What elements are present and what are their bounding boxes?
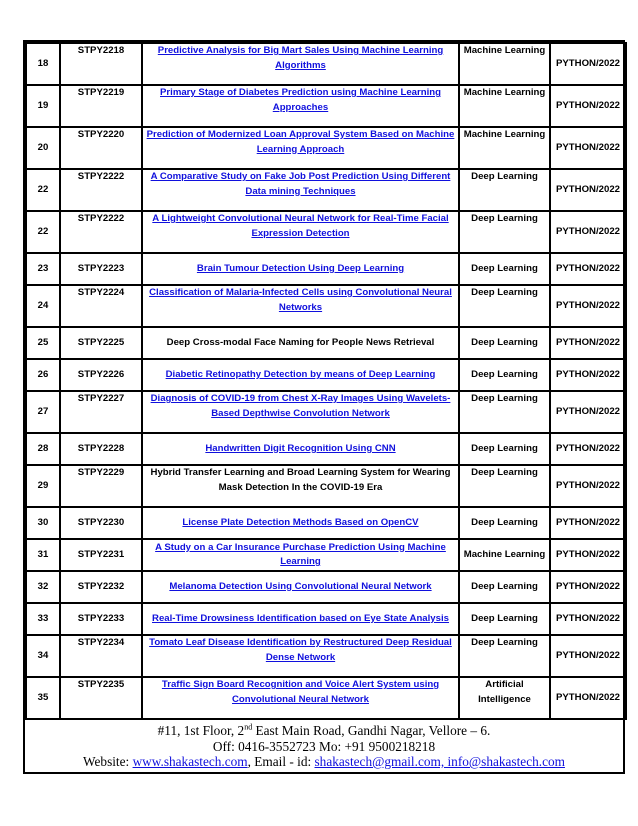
- project-title-cell: [142, 571, 459, 603]
- table-row: [26, 433, 626, 465]
- project-title-link[interactable]: Predictive Analysis for Big Mart Sales Using Machine Learning Algorithms: [157, 45, 444, 71]
- project-language: PYTHON/2022: [556, 262, 620, 274]
- row-number: 30: [37, 516, 49, 528]
- row-number-cell: [26, 253, 60, 285]
- project-language: PYTHON/2022: [556, 548, 620, 560]
- project-domain-cell: [459, 465, 550, 507]
- row-number-cell: [26, 285, 60, 327]
- row-number: 20: [37, 141, 49, 153]
- project-domain: Deep Learning: [471, 467, 538, 478]
- project-language: PYTHON/2022: [556, 442, 620, 454]
- project-code-cell: [60, 539, 142, 571]
- project-title-cell: [142, 211, 459, 253]
- contact-footer: [25, 720, 623, 772]
- project-title-link[interactable]: License Plate Detection Methods Based on OpenCV: [182, 516, 419, 528]
- row-number: 22: [37, 183, 49, 195]
- project-title-link[interactable]: A Lightweight Convolutional Neural Network for Real-Time Facial Expression Detection: [152, 213, 449, 239]
- table-row: [26, 127, 626, 169]
- project-code: STPY2222: [77, 213, 125, 224]
- project-title-cell: [142, 253, 459, 285]
- project-code: STPY2230: [77, 516, 125, 528]
- project-title-cell: [142, 169, 459, 211]
- row-number: 26: [37, 368, 49, 380]
- project-title-cell: [142, 539, 459, 571]
- project-domain-cell: [459, 635, 550, 677]
- address-text: #11, 1st Floor, 2: [157, 723, 245, 738]
- project-code-cell: [60, 127, 142, 169]
- project-code: STPY2224: [77, 287, 125, 298]
- project-title-cell: [142, 677, 459, 719]
- project-language-cell: [550, 327, 626, 359]
- row-number-cell: [26, 603, 60, 635]
- row-number: 34: [37, 649, 49, 661]
- project-code-cell: [60, 285, 142, 327]
- project-table: [25, 42, 627, 720]
- project-domain-cell: [459, 43, 550, 85]
- project-domain: Deep Learning: [471, 213, 538, 224]
- project-domain: Machine Learning: [463, 548, 546, 560]
- project-language-cell: [550, 507, 626, 539]
- table-row: [26, 43, 626, 85]
- project-title-text: Hybrid Transfer Learning and Broad Learning System for Wearing Mask Detection In the COVID-19 Era: [150, 467, 451, 493]
- project-code: STPY2225: [77, 336, 125, 348]
- project-language-cell: [550, 465, 626, 507]
- project-language-cell: [550, 127, 626, 169]
- table-row: [26, 327, 626, 359]
- address-superscript: nd: [244, 722, 253, 732]
- row-number-cell: [26, 169, 60, 211]
- project-code-cell: [60, 507, 142, 539]
- project-domain: Deep Learning: [471, 580, 538, 592]
- project-domain: Deep Learning: [471, 336, 538, 348]
- project-code: STPY2232: [77, 580, 125, 592]
- row-number-cell: [26, 465, 60, 507]
- project-code: STPY2228: [77, 442, 125, 454]
- email-link[interactable]: shakastech@gmail.com, info@shakastech.com: [314, 754, 565, 769]
- project-language-cell: [550, 253, 626, 285]
- table-row: [26, 391, 626, 433]
- project-title-link[interactable]: Traffic Sign Board Recognition and Voice Alert System using Convolutional Neural Network: [161, 679, 440, 705]
- project-language: PYTHON/2022: [556, 368, 620, 380]
- project-code: STPY2219: [77, 87, 125, 98]
- project-language-cell: [550, 391, 626, 433]
- website-label: Website:: [83, 754, 133, 769]
- project-code: STPY2227: [77, 393, 125, 404]
- project-title-cell: [142, 127, 459, 169]
- project-domain-cell: [459, 391, 550, 433]
- project-language-cell: [550, 211, 626, 253]
- project-domain: Machine Learning: [463, 45, 546, 56]
- project-code: STPY2229: [77, 467, 125, 478]
- row-number: 28: [37, 442, 49, 454]
- project-title-link[interactable]: Melanoma Detection Using Convolutional Neural Network: [169, 580, 432, 592]
- project-code: STPY2226: [77, 368, 125, 380]
- row-number-cell: [26, 433, 60, 465]
- project-language: PYTHON/2022: [556, 57, 620, 69]
- project-language-cell: [550, 43, 626, 85]
- project-language-cell: [550, 433, 626, 465]
- row-number-cell: [26, 211, 60, 253]
- project-title-text: Deep Cross-modal Face Naming for People News Retrieval: [166, 336, 435, 348]
- project-language: PYTHON/2022: [556, 99, 620, 111]
- project-domain-cell: [459, 285, 550, 327]
- project-language: PYTHON/2022: [556, 336, 620, 348]
- row-number: 22: [37, 225, 49, 237]
- project-code-cell: [60, 169, 142, 211]
- project-title-cell: [142, 327, 459, 359]
- project-title-link[interactable]: Classification of Malaria-Infected Cells using Convolutional Neural Networks: [149, 287, 452, 313]
- project-domain: Deep Learning: [471, 612, 538, 624]
- project-title-link[interactable]: A Comparative Study on Fake Job Post Prediction Using Different Data mining Techniques: [150, 171, 451, 197]
- project-language-cell: [550, 677, 626, 719]
- table-row: [26, 285, 626, 327]
- project-language: PYTHON/2022: [556, 580, 620, 592]
- table-row: [26, 507, 626, 539]
- project-table-body: [26, 43, 626, 719]
- project-code-cell: [60, 571, 142, 603]
- table-row: [26, 635, 626, 677]
- project-title-cell: [142, 465, 459, 507]
- table-row: [26, 85, 626, 127]
- row-number: 27: [37, 405, 49, 417]
- project-domain-cell: [459, 433, 550, 465]
- project-domain: Deep Learning: [471, 442, 538, 454]
- project-code-cell: [60, 43, 142, 85]
- row-number-cell: [26, 571, 60, 603]
- project-language: PYTHON/2022: [556, 225, 620, 237]
- project-domain-cell: [459, 507, 550, 539]
- project-domain-cell: [459, 127, 550, 169]
- project-language-cell: [550, 539, 626, 571]
- project-domain-cell: [459, 603, 550, 635]
- row-number: 35: [37, 691, 49, 703]
- project-domain: Deep Learning: [471, 637, 538, 648]
- row-number-cell: [26, 359, 60, 391]
- project-domain-cell: [459, 539, 550, 571]
- project-domain-cell: [459, 85, 550, 127]
- row-number: 29: [37, 479, 49, 491]
- project-domain: Deep Learning: [471, 262, 538, 274]
- row-number-cell: [26, 43, 60, 85]
- website-link[interactable]: www.shakastech.com: [132, 754, 248, 769]
- project-title-cell: [142, 433, 459, 465]
- row-number-cell: [26, 539, 60, 571]
- project-title-cell: [142, 285, 459, 327]
- project-language: PYTHON/2022: [556, 405, 620, 417]
- project-domain-cell: [459, 253, 550, 285]
- address-line: [25, 723, 623, 739]
- project-language-cell: [550, 603, 626, 635]
- project-code-cell: [60, 391, 142, 433]
- project-language: PYTHON/2022: [556, 299, 620, 311]
- project-code-cell: [60, 359, 142, 391]
- row-number: 33: [37, 612, 49, 624]
- project-code-cell: [60, 677, 142, 719]
- project-domain: Deep Learning: [471, 368, 538, 380]
- project-title-link[interactable]: A Study on a Car Insurance Purchase Prediction Using Machine Learning: [155, 541, 446, 567]
- project-code: STPY2235: [77, 679, 125, 690]
- project-language: PYTHON/2022: [556, 691, 620, 703]
- project-code-cell: [60, 635, 142, 677]
- project-title-link[interactable]: Tomato Leaf Disease Identification by Restructured Deep Residual Dense Network: [149, 637, 452, 663]
- project-domain: Deep Learning: [471, 287, 538, 298]
- project-code-cell: [60, 327, 142, 359]
- project-title-cell: [142, 85, 459, 127]
- project-domain-cell: [459, 677, 550, 719]
- project-language: PYTHON/2022: [556, 183, 620, 195]
- project-code: STPY2233: [77, 612, 125, 624]
- project-title-link[interactable]: Prediction of Modernized Loan Approval System Based on Machine Learning Approach: [146, 129, 455, 155]
- table-row: [26, 571, 626, 603]
- table-row: [26, 169, 626, 211]
- project-code-cell: [60, 85, 142, 127]
- row-number-cell: [26, 391, 60, 433]
- project-domain-cell: [459, 211, 550, 253]
- project-language: PYTHON/2022: [556, 649, 620, 661]
- project-code: STPY2218: [77, 45, 125, 56]
- project-language: PYTHON/2022: [556, 479, 620, 491]
- project-title-link[interactable]: Real-Time Drowsiness Identification based on Eye State Analysis: [152, 612, 449, 624]
- table-row: [26, 253, 626, 285]
- address-text-rest: East Main Road, Gandhi Nagar, Vellore – 6.: [252, 723, 491, 738]
- project-language-cell: [550, 169, 626, 211]
- project-domain-cell: [459, 327, 550, 359]
- project-title-link[interactable]: Diabetic Retinopathy Detection by means of Deep Learning: [165, 368, 436, 380]
- phone-line: Off: 0416-3552723 Mo: +91 9500218218: [212, 738, 436, 754]
- project-language-cell: [550, 285, 626, 327]
- project-domain-cell: [459, 571, 550, 603]
- table-row: [26, 677, 626, 719]
- project-language-cell: [550, 359, 626, 391]
- project-title-cell: [142, 391, 459, 433]
- table-row: [26, 359, 626, 391]
- project-code: STPY2222: [77, 171, 125, 182]
- row-number-cell: [26, 127, 60, 169]
- project-domain: Deep Learning: [471, 516, 538, 528]
- row-number-cell: [26, 677, 60, 719]
- project-language: PYTHON/2022: [556, 141, 620, 153]
- project-title-link[interactable]: Primary Stage of Diabetes Prediction using Machine Learning Approaches: [160, 87, 441, 113]
- row-number-cell: [26, 327, 60, 359]
- project-code-cell: [60, 253, 142, 285]
- project-language-cell: [550, 571, 626, 603]
- project-title-cell: [142, 507, 459, 539]
- web-line: [25, 754, 623, 770]
- row-number-cell: [26, 635, 60, 677]
- project-domain-cell: [459, 359, 550, 391]
- project-title-cell: [142, 635, 459, 677]
- row-number-cell: [26, 85, 60, 127]
- table-row: [26, 539, 626, 571]
- project-title-cell: [142, 603, 459, 635]
- project-title-cell: [142, 359, 459, 391]
- project-code: STPY2234: [77, 637, 125, 648]
- project-language: PYTHON/2022: [556, 612, 620, 624]
- project-title-cell: [142, 43, 459, 85]
- table-row: [26, 465, 626, 507]
- project-code-cell: [60, 433, 142, 465]
- project-domain: Artificial Intelligence: [478, 679, 531, 705]
- row-number: 23: [37, 262, 49, 274]
- project-code: STPY2223: [77, 262, 125, 274]
- project-code: STPY2220: [77, 129, 125, 140]
- project-language-cell: [550, 85, 626, 127]
- row-number: 18: [37, 57, 49, 69]
- row-number: 32: [37, 580, 49, 592]
- project-domain: Deep Learning: [471, 393, 538, 404]
- project-title-link[interactable]: Diagnosis of COVID-19 from Chest X-Ray Images Using Wavelets-Based Depthwise Convolution Network: [150, 393, 451, 419]
- row-number: 31: [37, 548, 49, 560]
- project-title-link[interactable]: Brain Tumour Detection Using Deep Learning: [196, 262, 405, 274]
- table-row: [26, 603, 626, 635]
- project-language: PYTHON/2022: [556, 516, 620, 528]
- email-label: , Email - id:: [247, 754, 315, 769]
- row-number-cell: [26, 507, 60, 539]
- project-code-cell: [60, 465, 142, 507]
- project-code-cell: [60, 603, 142, 635]
- table-row: [26, 211, 626, 253]
- project-language-cell: [550, 635, 626, 677]
- project-code-cell: [60, 211, 142, 253]
- row-number: 25: [37, 336, 49, 348]
- project-code: STPY2231: [77, 548, 125, 560]
- project-domain-cell: [459, 169, 550, 211]
- project-domain: Machine Learning: [463, 87, 546, 98]
- project-domain: Deep Learning: [471, 171, 538, 182]
- project-title-link[interactable]: Handwritten Digit Recognition Using CNN: [205, 442, 396, 454]
- project-domain: Machine Learning: [463, 129, 546, 140]
- project-table-frame: [23, 40, 625, 774]
- row-number: 24: [37, 299, 49, 311]
- row-number: 19: [37, 99, 49, 111]
